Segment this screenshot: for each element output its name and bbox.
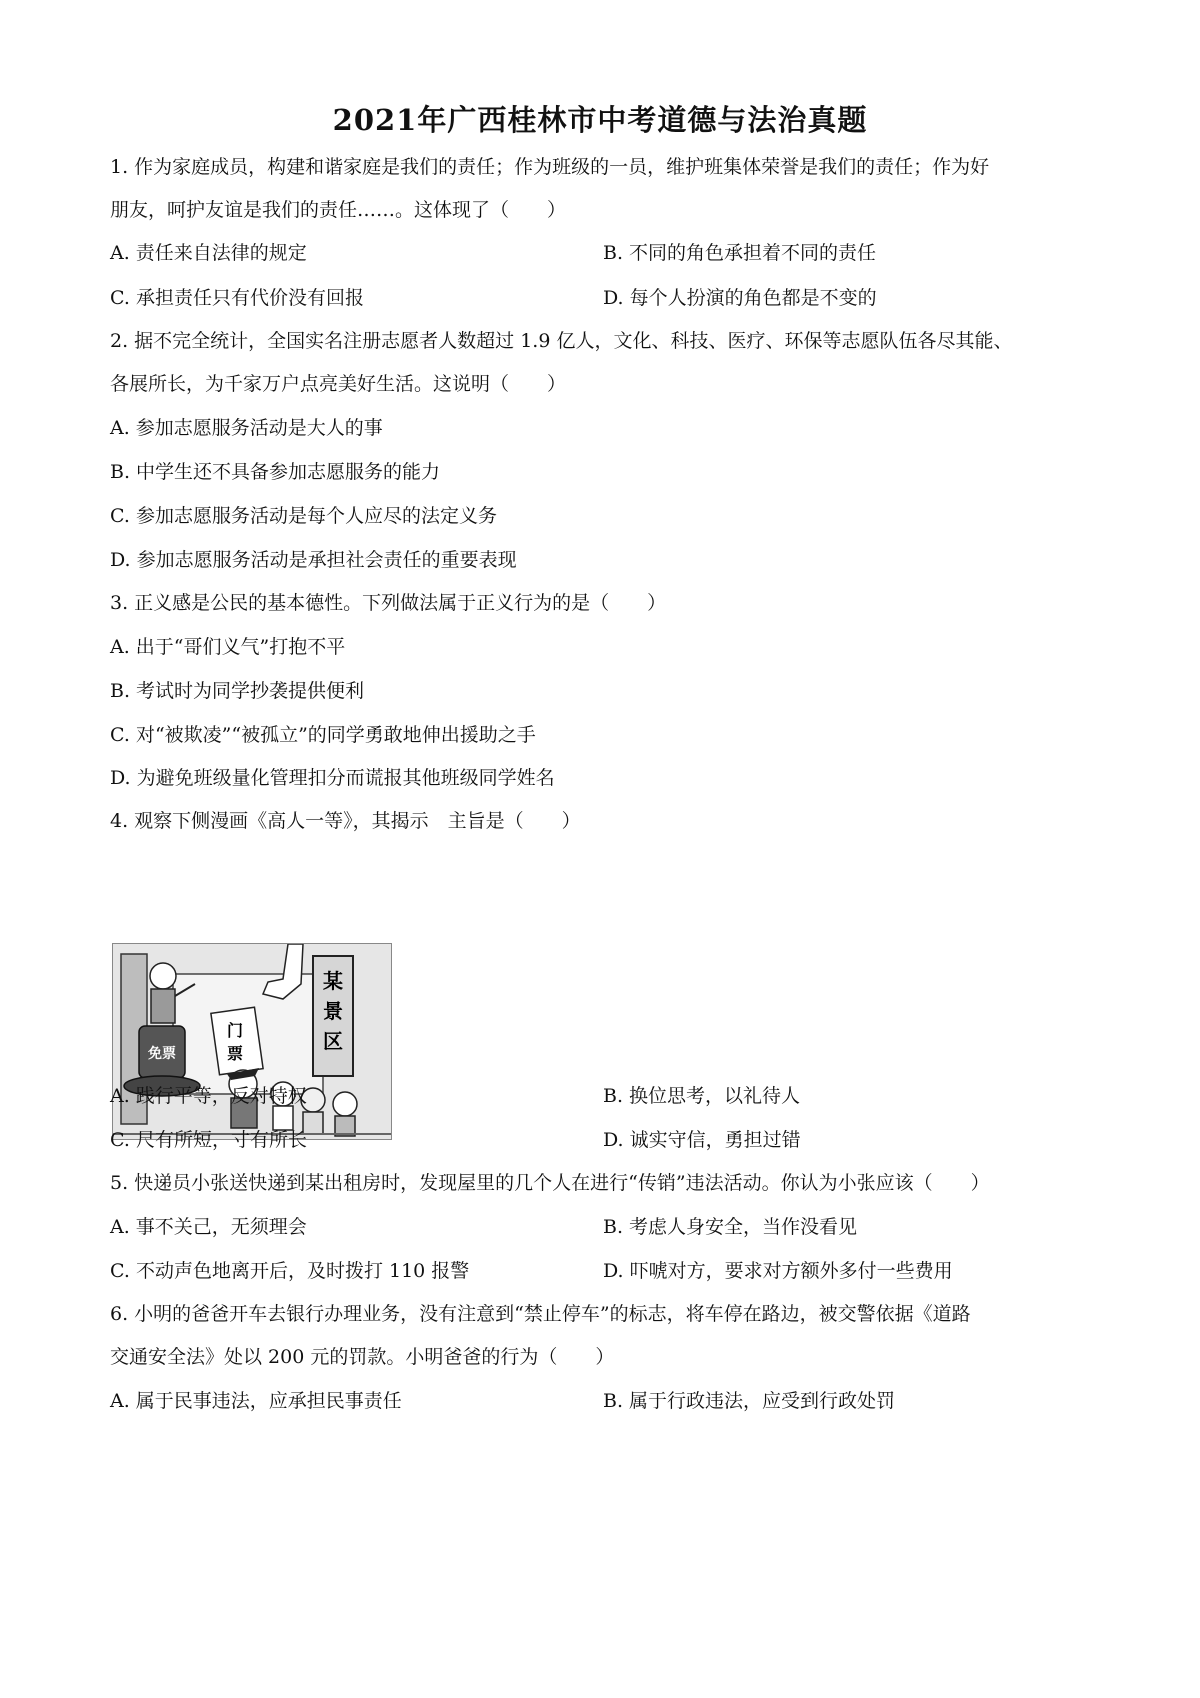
q4-option-c: C. 尺有所短，寸有所长 [110,1129,307,1151]
q6-stem-line-1: 6. 小明的爸爸开车去银行办理业务，没有注意到“禁止停车”的标志，将车停在路边，被交警依据《道路 [110,1303,971,1325]
q1-stem-line-2: 朋友，呵护友谊是我们的责任……。这体现了（ ） [110,199,567,221]
q6-stem-line-2: 交通安全法》处以 200 元的罚款。小明爸爸的行为（ ） [110,1346,615,1368]
q2-option-a: A. 参加志愿服务活动是大人的事 [110,417,383,439]
q6-option-b: B. 属于行政违法，应受到行政处罚 [603,1390,896,1412]
ticket-shape [211,1007,263,1075]
q3-option-c: C. 对“被欺凌”“被孤立”的同学勇敢地伸出援助之手 [110,724,536,746]
q5-option-b: B. 考虑人身安全，当作没看见 [603,1216,858,1238]
q4-option-b: B. 换位思考，以礼待人 [603,1085,801,1107]
q1-option-a: A. 责任来自法律的规定 [110,242,307,264]
q1-option-b: B. 不同的角色承担着不同的责任 [603,242,877,264]
q2-stem-line-1: 2. 据不完全统计，全国实名注册志愿者人数超过 1.9 亿人，文化、科技、医疗、环保等志愿队伍各尽其能、 [110,330,1013,352]
q3-stem: 3. 正义感是公民的基本德性。下列做法属于正义行为的是（ ） [110,592,667,614]
q3-option-d: D. 为避免班级量化管理扣分而谎报其他班级同学姓名 [110,767,555,789]
q2-option-d: D. 参加志愿服务活动是承担社会责任的重要表现 [110,549,517,571]
ticket-char-1: 门 [226,1021,244,1040]
q4-stem: 4. 观察下侧漫画《高人一等》，其揭示 主旨是（ ） [110,810,581,832]
q3-option-a: A. 出于“哥们义气”打抱不平 [110,636,346,658]
q2-option-b: B. 中学生还不具备参加志愿服务的能力 [110,461,441,483]
q5-option-d: D. 吓唬对方，要求对方额外多付一些费用 [603,1260,953,1282]
sign-char-2: 景 [323,999,343,1023]
q6-option-a: A. 属于民事违法，应承担民事责任 [110,1390,402,1412]
q2-stem-line-2: 各展所长，为千家万户点亮美好生活。这说明（ ） [110,373,567,395]
q5-stem: 5. 快递员小张送快递到某出租房时，发现屋里的几个人在进行“传销”违法活动。你认为小张应该（ ） [110,1172,990,1194]
stamp-label: 免票 [148,1046,176,1062]
q3-option-b: B. 考试时为同学抄袭提供便利 [110,680,365,702]
q1-stem-line-1: 1. 作为家庭成员，构建和谐家庭是我们的责任；作为班级的一员，维护班集体荣誉是我们的责任；作为好 [110,156,990,178]
q4-option-d: D. 诚实守信，勇担过错 [603,1129,801,1151]
q4-option-a: A. 践行平等，反对特权 [110,1085,307,1107]
q5-option-a: A. 事不关己，无须理会 [110,1216,307,1238]
q2-option-c: C. 参加志愿服务活动是每个人应尽的法定义务 [110,505,497,527]
sign-char-1: 某 [323,969,343,993]
q1-option-d: D. 每个人扮演的角色都是不变的 [603,287,877,309]
sign-char-3: 区 [323,1029,343,1053]
page-title: 2021年广西桂林市中考道德与法治真题 [332,103,868,137]
q1-option-c: C. 承担责任只有代价没有回报 [110,287,364,309]
q5-option-c: C. 不动声色地离开后，及时拨打 110 报警 [110,1260,470,1282]
ticket-char-2: 票 [226,1044,244,1063]
